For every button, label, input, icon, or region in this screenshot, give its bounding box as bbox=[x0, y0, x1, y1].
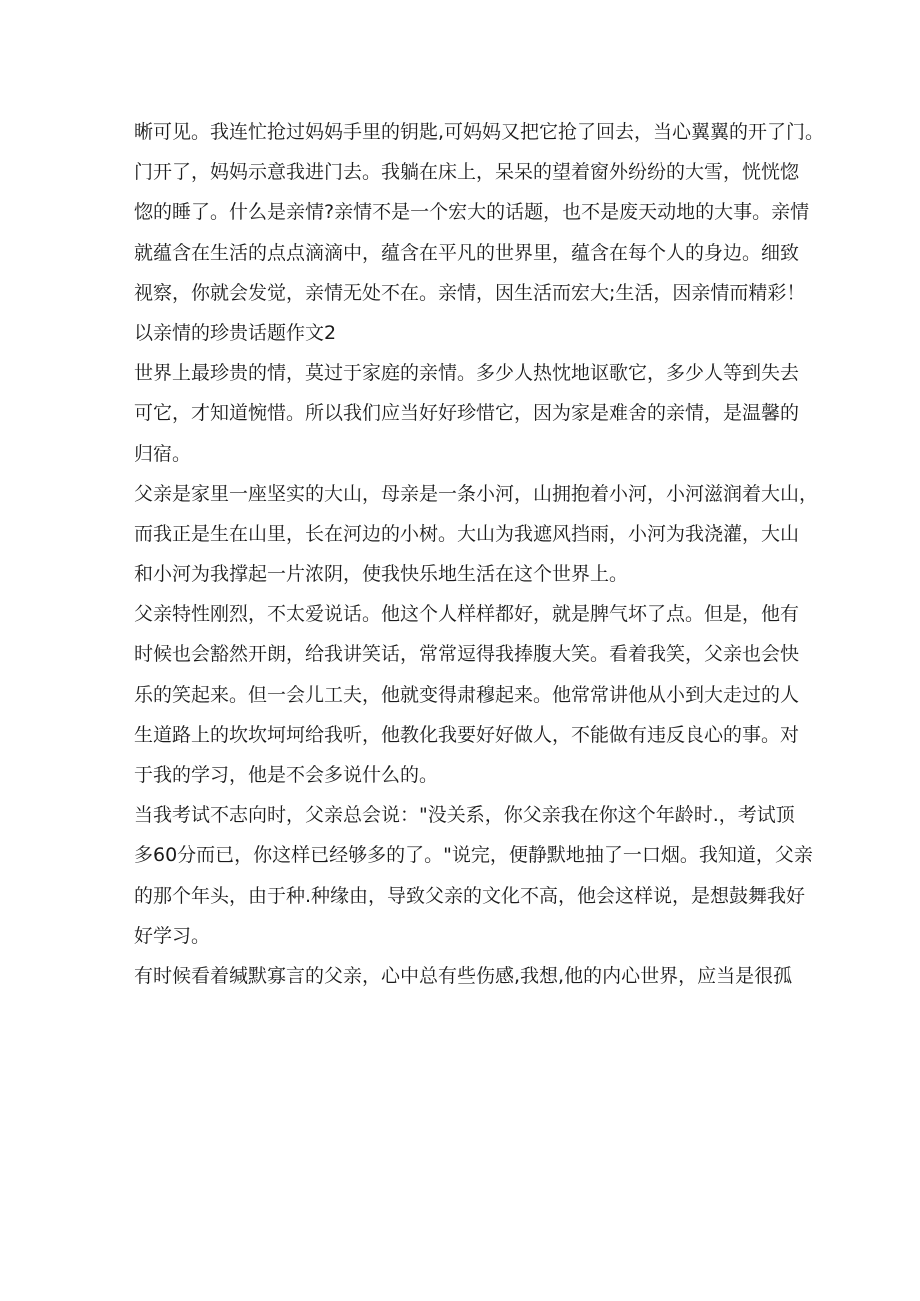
text-line: 好学习。 bbox=[134, 924, 211, 947]
text-line: 晰可见。我连忙抢过妈妈手里的钥匙,可妈妈又把它抢了回去，当心翼翼的开了门。 bbox=[134, 121, 825, 143]
text-line: 父亲是家里一座坚实的大山，母亲是一条小河，山拥抱着小河，小河滋润着大山， bbox=[134, 482, 819, 505]
text-line: 就蕴含在生活的点点滴滴中，蕴含在平凡的世界里，蕴含在每个人的身边。细致 bbox=[134, 241, 800, 264]
text-line: 于我的学习，他是不会多说什么的。 bbox=[134, 764, 439, 786]
text-line: 的那个年头，由于种.种缘由，导致父亲的文化不高，他会这样说，是想鼓舞我好 bbox=[134, 884, 806, 907]
text-line: 有时候看着缄默寡言的父亲，心中总有些伤感,我想,他的内心世界，应当是很孤 bbox=[134, 964, 793, 987]
text-line: 而我正是生在山里，长在河边的小树。大山为我遮风挡雨，小河为我浇灌，大山 bbox=[134, 522, 800, 545]
text-line: 惚的睡了。什么是亲情?亲情不是一个宏大的话题，也不是废天动地的大事。亲情 bbox=[134, 201, 810, 224]
section-heading: 以亲情的珍贵话题作文2 bbox=[134, 321, 337, 344]
text-line: 乐的笑起来。但一会儿工夫，他就变得肃穆起来。他常常讲他从小到大走过的人 bbox=[134, 683, 800, 706]
text-line: 父亲特性刚烈，不太爱说话。他这个人样样都好，就是脾气坏了点。但是，他有 bbox=[134, 603, 800, 626]
text-line: 世界上最珍贵的情，莫过于家庭的亲情。多少人热忱地讴歌它，多少人等到失去 bbox=[134, 362, 800, 385]
text-line: 视察，你就会发觉，亲情无处不在。亲情，因生活而宏大;生活，因亲情而精彩！ bbox=[134, 281, 806, 304]
text-line: 当我考试不志向时，父亲总会说："没关系，你父亲我在你这个年龄时.，考试顶 bbox=[134, 804, 795, 827]
text-line: 可它，才知道惋惜。所以我们应当好好珍惜它，因为家是难舍的亲情，是温馨的 bbox=[134, 402, 800, 425]
text-line: 多60分而已，你这样已经够多的了。"说完，便静默地抽了一口烟。我知道，父亲 bbox=[134, 844, 813, 867]
text-line: 时候也会豁然开朗，给我讲笑话，常常逗得我捧腹大笑。看着我笑，父亲也会快 bbox=[134, 643, 800, 666]
text-line: 归宿。 bbox=[134, 442, 192, 465]
text-line: 和小河为我撑起一片浓阴，使我快乐地生活在这个世界上。 bbox=[134, 563, 629, 586]
text-line: 门开了，妈妈示意我进门去。我躺在床上，呆呆的望着窗外纷纷的大雪，恍恍惚 bbox=[134, 161, 800, 184]
document-body bbox=[134, 112, 825, 996]
text-line: 生道路上的坎坎坷坷给我听，他教化我要好好做人，不能做有违反良心的事。对 bbox=[134, 723, 800, 746]
